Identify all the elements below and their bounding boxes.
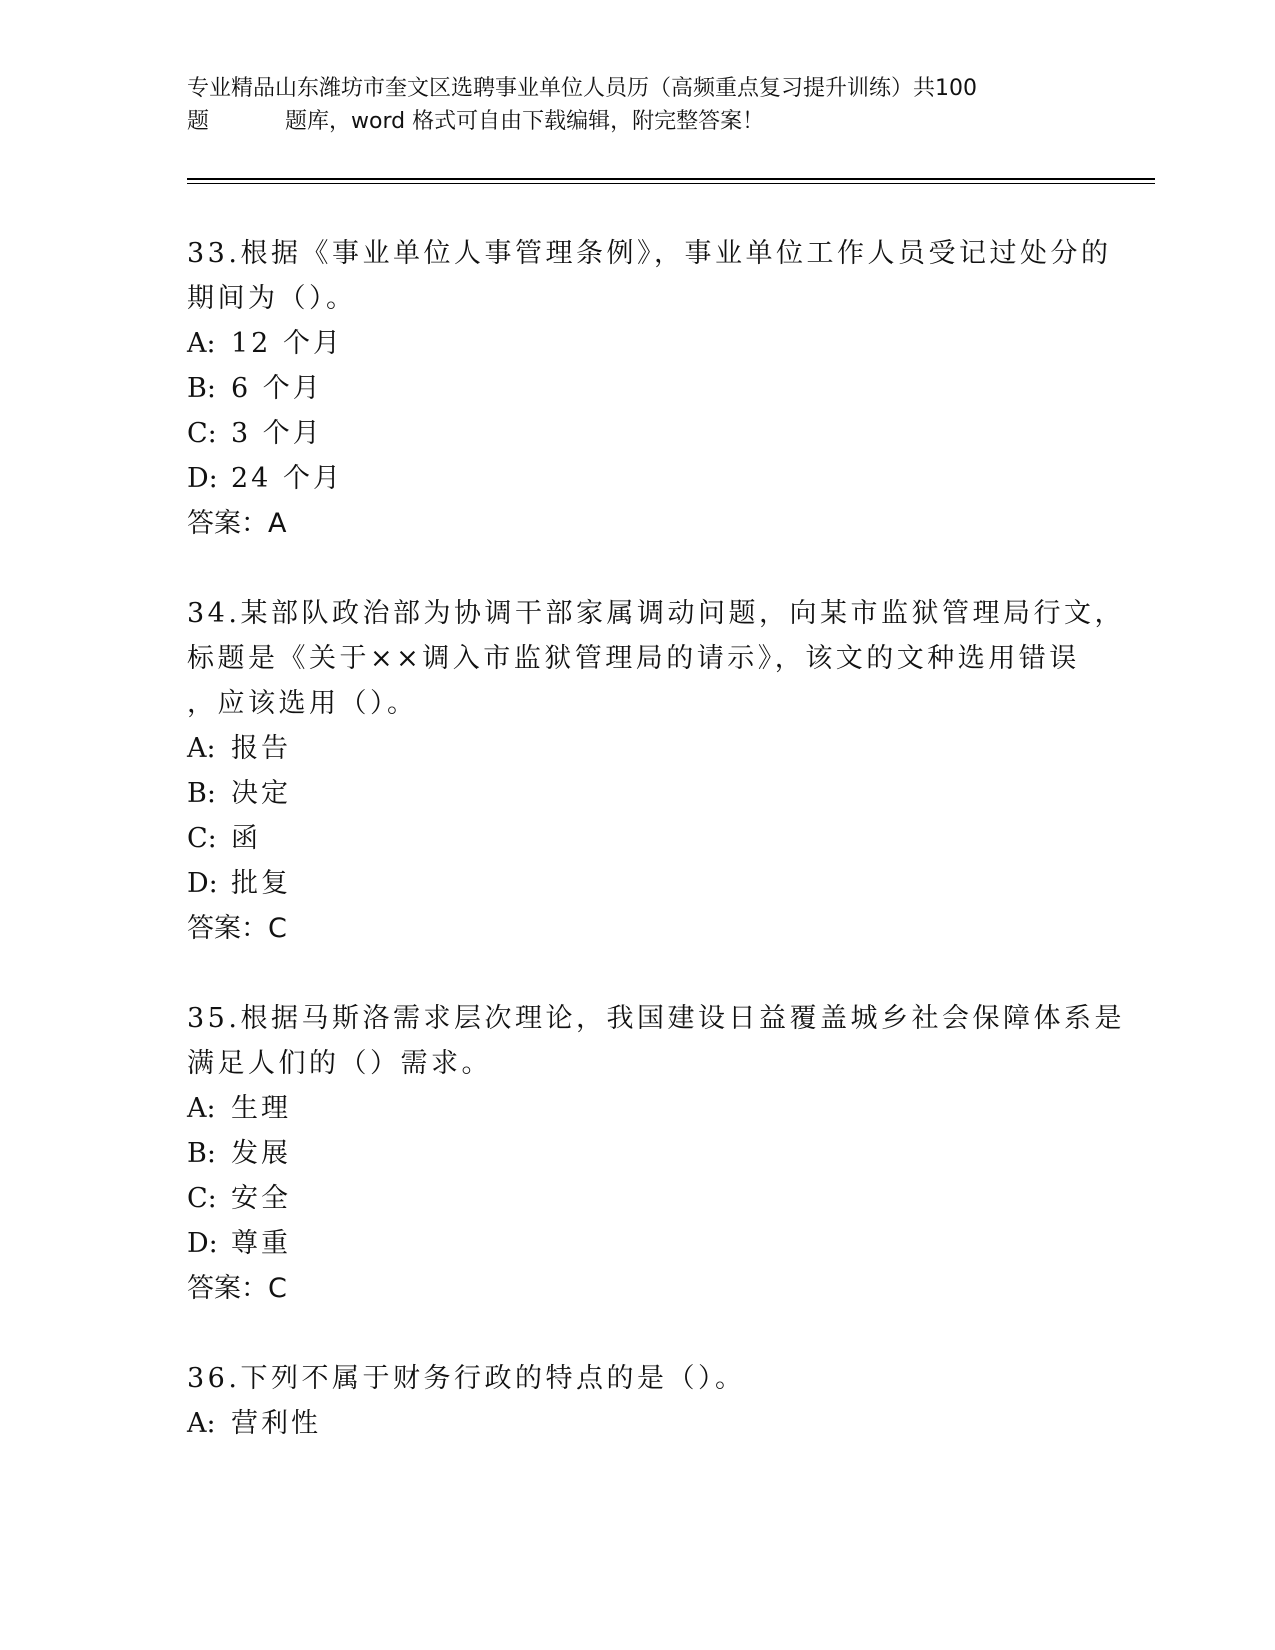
option-key: D:	[187, 1228, 218, 1259]
option-text: 尊重	[231, 1228, 291, 1259]
option-text: 报告	[231, 733, 291, 764]
header-divider-thick	[187, 178, 1155, 180]
option-b	[187, 1131, 1087, 1176]
answer-line: 答案：C	[187, 1273, 287, 1304]
document-title-line-1: 专业精品山东潍坊市奎文区选聘事业单位人员历（高频重点复习提升训练）共100	[187, 76, 977, 101]
title-line-2-start: 题	[187, 109, 210, 134]
answer-line: 答案：A	[187, 508, 287, 539]
option-key: B:	[187, 778, 216, 809]
option-key: A:	[187, 1093, 216, 1124]
document-title-line-2	[187, 105, 1087, 138]
option-d	[187, 861, 1087, 906]
option-key: A:	[187, 328, 216, 359]
option-c	[187, 411, 1087, 456]
header-divider-thin	[187, 183, 1155, 184]
question-text-line: 34.某部队政治部为协调干部家属调动问题，向某市监狱管理局行文，	[187, 598, 1125, 629]
option-text: 营利性	[231, 1408, 321, 1439]
option-text: 发展	[231, 1138, 291, 1169]
question-text-line: 35.根据马斯洛需求层次理论，我国建设日益覆盖城乡社会保障体系是	[187, 1003, 1125, 1034]
option-key: C:	[187, 418, 217, 449]
question-34	[187, 591, 1125, 951]
option-key: C:	[187, 1183, 217, 1214]
option-d	[187, 1221, 1087, 1266]
option-text: 24 个月	[231, 463, 343, 494]
question-36	[187, 1356, 1087, 1446]
option-key: A:	[187, 733, 216, 764]
option-c	[187, 816, 1087, 861]
option-text: 12 个月	[231, 328, 343, 359]
question-text-line: 期间为（）。	[187, 283, 357, 314]
option-b	[187, 771, 1087, 816]
option-key: D:	[187, 868, 218, 899]
option-text: 安全	[231, 1183, 291, 1214]
question-35	[187, 996, 1125, 1311]
title-line-2-end: 题库，word 格式可自由下载编辑，附完整答案！	[285, 109, 765, 134]
option-b	[187, 366, 1087, 411]
answer-line: 答案：C	[187, 913, 287, 944]
option-key: C:	[187, 823, 217, 854]
question-33	[187, 231, 1112, 546]
option-c	[187, 1176, 1087, 1221]
document-header	[187, 72, 1087, 138]
option-text: 函	[231, 823, 261, 854]
question-list	[187, 231, 1125, 1491]
option-key: B:	[187, 373, 216, 404]
option-text: 批复	[231, 868, 291, 899]
question-text-line: 36.下列不属于财务行政的特点的是（）。	[187, 1363, 746, 1394]
option-a	[187, 321, 1087, 366]
option-a	[187, 1401, 1087, 1446]
option-key: B:	[187, 1138, 216, 1169]
question-text-line: ，应该选用（）。	[187, 688, 418, 719]
option-text: 3 个月	[231, 418, 323, 449]
question-text-line: 满足人们的（）需求。	[187, 1048, 492, 1079]
option-text: 6 个月	[231, 373, 323, 404]
option-text: 生理	[231, 1093, 291, 1124]
option-key: A:	[187, 1408, 216, 1439]
option-d	[187, 456, 1087, 501]
option-a	[187, 1086, 1087, 1131]
question-text-line: 33.根据《事业单位人事管理条例》，事业单位工作人员受记过处分的	[187, 238, 1112, 269]
question-text-line: 标题是《关于××调入市监狱管理局的请示》，该文的文种选用错误	[187, 643, 1080, 674]
option-text: 决定	[231, 778, 291, 809]
option-a	[187, 726, 1087, 771]
option-key: D:	[187, 463, 218, 494]
